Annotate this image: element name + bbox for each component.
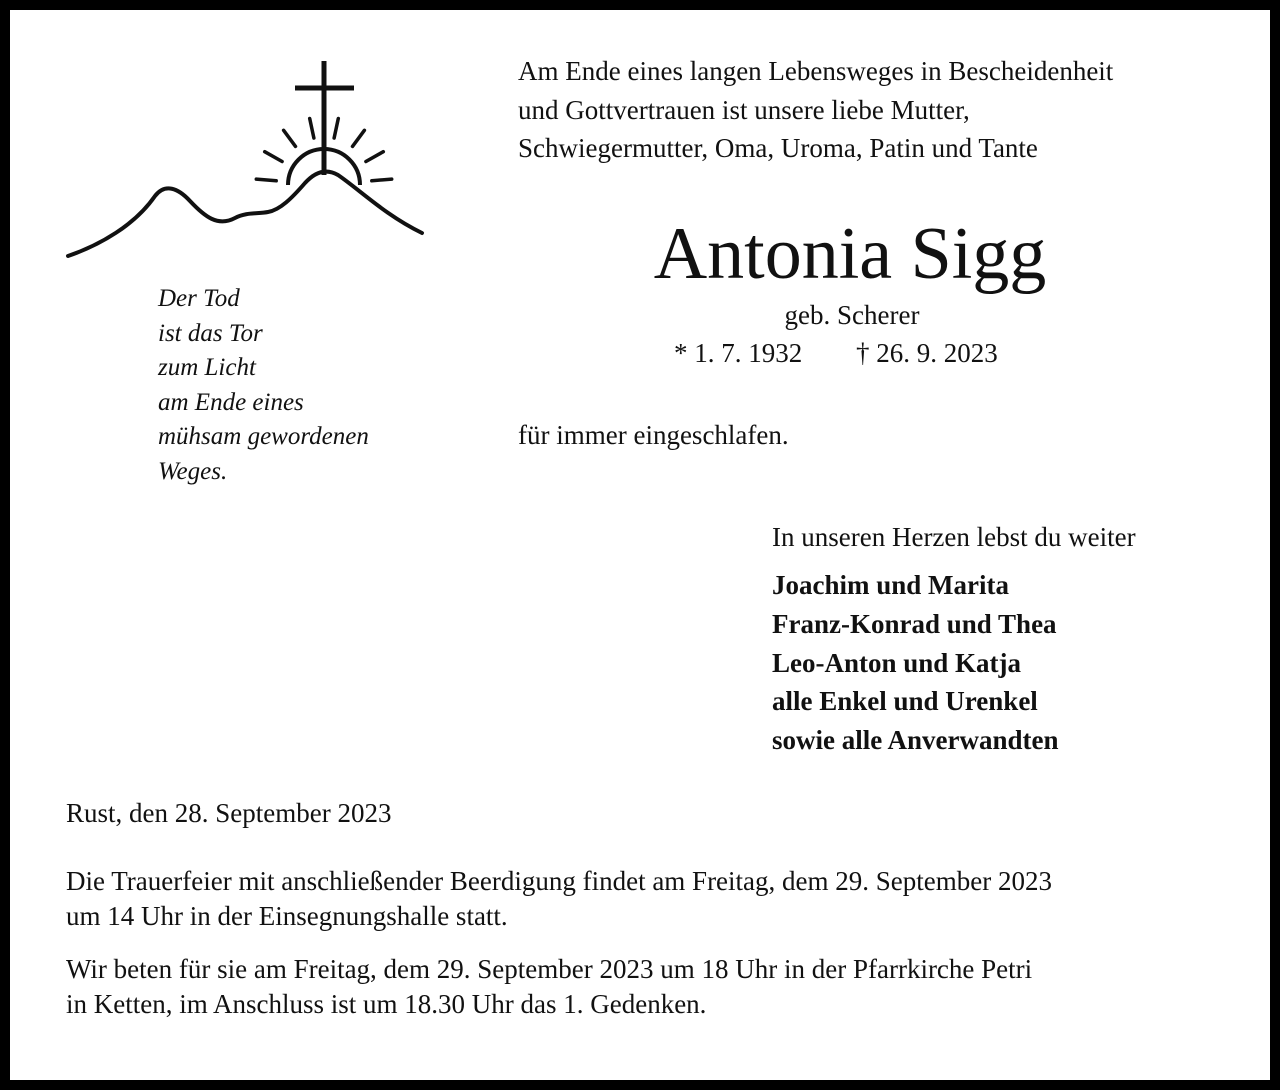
funeral-info <box>66 864 1226 934</box>
mourners-list <box>772 566 1059 760</box>
intro-line: Am Ende eines langen Lebensweges in Bescheidenheit <box>518 56 1114 86</box>
closing-text: für immer eingeschlafen. <box>518 420 789 450</box>
sun-ray-icon <box>366 152 383 162</box>
poem-line: Der Tod <box>158 285 240 312</box>
intro-line: und Gottvertrauen ist unsere liebe Mutter, <box>518 94 970 125</box>
death-date: † 26. 9. 2023 <box>856 338 998 368</box>
mourner-name: alle Enkel und Urenkel <box>772 686 1038 717</box>
prayer-line: Wir beten für sie am Freitag, dem 29. September 2023 um 18 Uhr in der Pfarrkirche Petri <box>66 954 1033 984</box>
poem-line: zum Licht <box>158 354 256 382</box>
sun-ray-icon <box>353 130 365 146</box>
poem-line: mühsam gewordenen <box>158 423 369 451</box>
sun-ray-icon <box>256 179 276 181</box>
deceased-name: Antonia Sigg <box>653 213 1047 295</box>
poem-line: ist das Tor <box>158 319 263 347</box>
mourners-intro: In unseren Herzen lebst du weiter <box>772 522 1136 552</box>
prayer-info <box>66 952 1226 1022</box>
cross-sun-mountains-icon <box>60 55 430 270</box>
place-date: Rust, den 28. September 2023 <box>66 798 392 828</box>
sun-ray-icon <box>372 179 392 181</box>
poem-line: am Ende eines <box>158 388 304 416</box>
intro-line: Schwiegermutter, Oma, Uroma, Patin und Tante <box>518 133 1038 163</box>
mourner-name: Leo-Anton und Katja <box>772 647 1022 678</box>
mourner-name: Franz-Konrad und Thea <box>772 608 1057 639</box>
intro-text <box>518 52 1238 168</box>
prayer-line: in Ketten, im Anschluss ist um 18.30 Uhr das 1. Gedenken. <box>66 989 707 1019</box>
sun-ray-icon <box>284 130 296 146</box>
poem-line: Weges. <box>158 457 228 485</box>
maiden-name: geb. Scherer <box>784 300 920 330</box>
sun-ray-icon <box>265 152 282 162</box>
sun-ray-icon <box>334 119 338 139</box>
mourner-name: sowie alle Anverwandten <box>772 725 1059 756</box>
funeral-line: Die Trauerfeier mit anschließender Beerdigung findet am Freitag, dem 29. September 2023 <box>66 866 1052 896</box>
mourner-name: Joachim und Marita <box>772 570 1010 600</box>
birth-date: * 1. 7. 1932 <box>674 338 803 368</box>
mountains-icon <box>68 172 422 256</box>
funeral-line: um 14 Uhr in der Einsegnungshalle statt. <box>66 901 508 931</box>
poem-block <box>158 282 458 490</box>
sun-ray-icon <box>310 119 314 139</box>
